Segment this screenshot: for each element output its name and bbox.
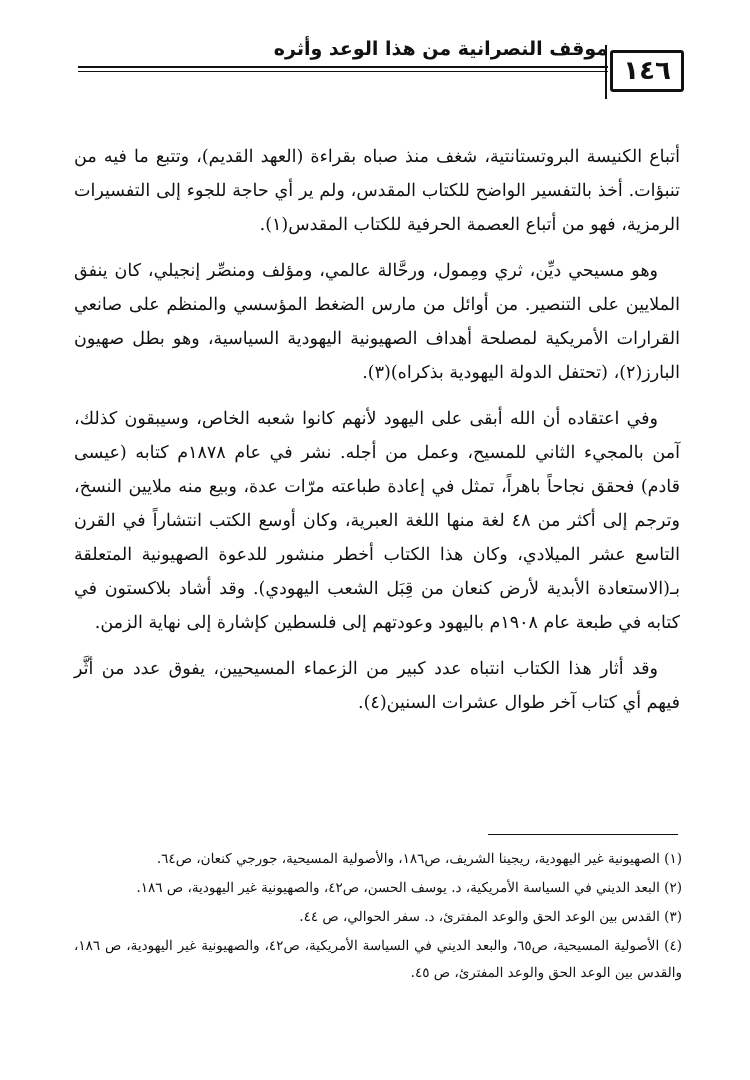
page-number: ١٤٦ bbox=[610, 50, 684, 92]
page-header bbox=[78, 38, 684, 102]
header-rule-thin bbox=[78, 71, 608, 72]
footnote: (١) الصهيونية غير اليهودية، ريجينا الشريف، ص١٨٦، والأصولية المسيحية، جورجي كنعان، ص٦٤. bbox=[156, 851, 682, 867]
footnotes bbox=[74, 846, 682, 989]
paragraph: وقد أثار هذا الكتاب انتباه عدد كبير من الزعماء المسيحيين، يفوق عدد من أثَّر فيهم أي كتاب آخر طوال عشرات السنين(٤). bbox=[74, 659, 680, 713]
body-text bbox=[74, 140, 680, 732]
footnote-separator bbox=[488, 834, 678, 835]
paragraph: أتباع الكنيسة البروتستانتية، شغف منذ صباه بقراءة (العهد القديم)، وتتبع ما فيه من تنبؤات. أخذ بالتفسير الواضح للكتاب المقدس، ولم ير أي حاجة للجوء إلى التفسيرات الرمزية، فهو من أتباع العصمة الحرفية للكتاب المقدس(١). bbox=[74, 147, 680, 235]
footnote: (٤) الأصولية المسيحية، ص٦٥، والبعد الديني في السياسة الأمريكية، ص٤٢، والصهيونية غير اليهودية، ص ١٨٦، والقدس بين الوعد الحق والوعد المفترئ، ص ٤٥. bbox=[74, 938, 682, 981]
paragraph: وهو مسيحي ديِّن، ثري ومِمول، ورحَّالة عالمي، ومؤلف ومنصِّر إنجيلي، كان ينفق الملايين على التنصير. من أوائل من مارس الضغط المؤسسي والمنظم على صانعي القرارات الأمريكية لمصلحة أهداف الصهيونية اليهودية السياسية، وهو بطل صهيون البارز(٢)، (تحتفل الدولة اليهودية بذكراه)(٣). bbox=[74, 261, 680, 383]
footnote: (٢) البعد الديني في السياسة الأمريكية، د. يوسف الحسن، ص٤٢، والصهيونية غير اليهودية، ص ١٨٦. bbox=[136, 880, 682, 896]
running-title: موقف النصرانية من هذا الوعد وأثره bbox=[273, 38, 608, 60]
paragraph: وفي اعتقاده أن الله أبقى على اليهود لأنهم كانوا شعبه الخاص، وسيبقون كذلك، آمن بالمجيء الثاني للمسيح، وعمل من أجله. نشر في عام ١٨٧٨م كتابه (عيسى قادم) فحقق نجاحاً باهراً، تمثل في إعادة طباعته مرّات عدة، وبيع منه ملايين النسخ، وترجم إلى أكثر من ٤٨ لغة منها اللغة العبرية، وكان أوسع الكتب انتشاراً في القرن التاسع عشر الميلادي، وكان هذا الكتاب أخطر منشور للدعوة الصهيونية المتعلقة بـ(الاستعادة الأبدية لأرض كنعان من قِبَل الشعب اليهودي). وقد أشاد بلاكستون في كتابه في طبعة عام ١٩٠٨م باليهود وعودتهم إلى فلسطين كإشارة إلى نهاية الزمن. bbox=[74, 409, 680, 633]
header-rule bbox=[78, 66, 608, 68]
footnote: (٣) القدس بين الوعد الحق والوعد المفترئ، د. سفر الحوالي، ص ٤٤. bbox=[299, 909, 682, 925]
